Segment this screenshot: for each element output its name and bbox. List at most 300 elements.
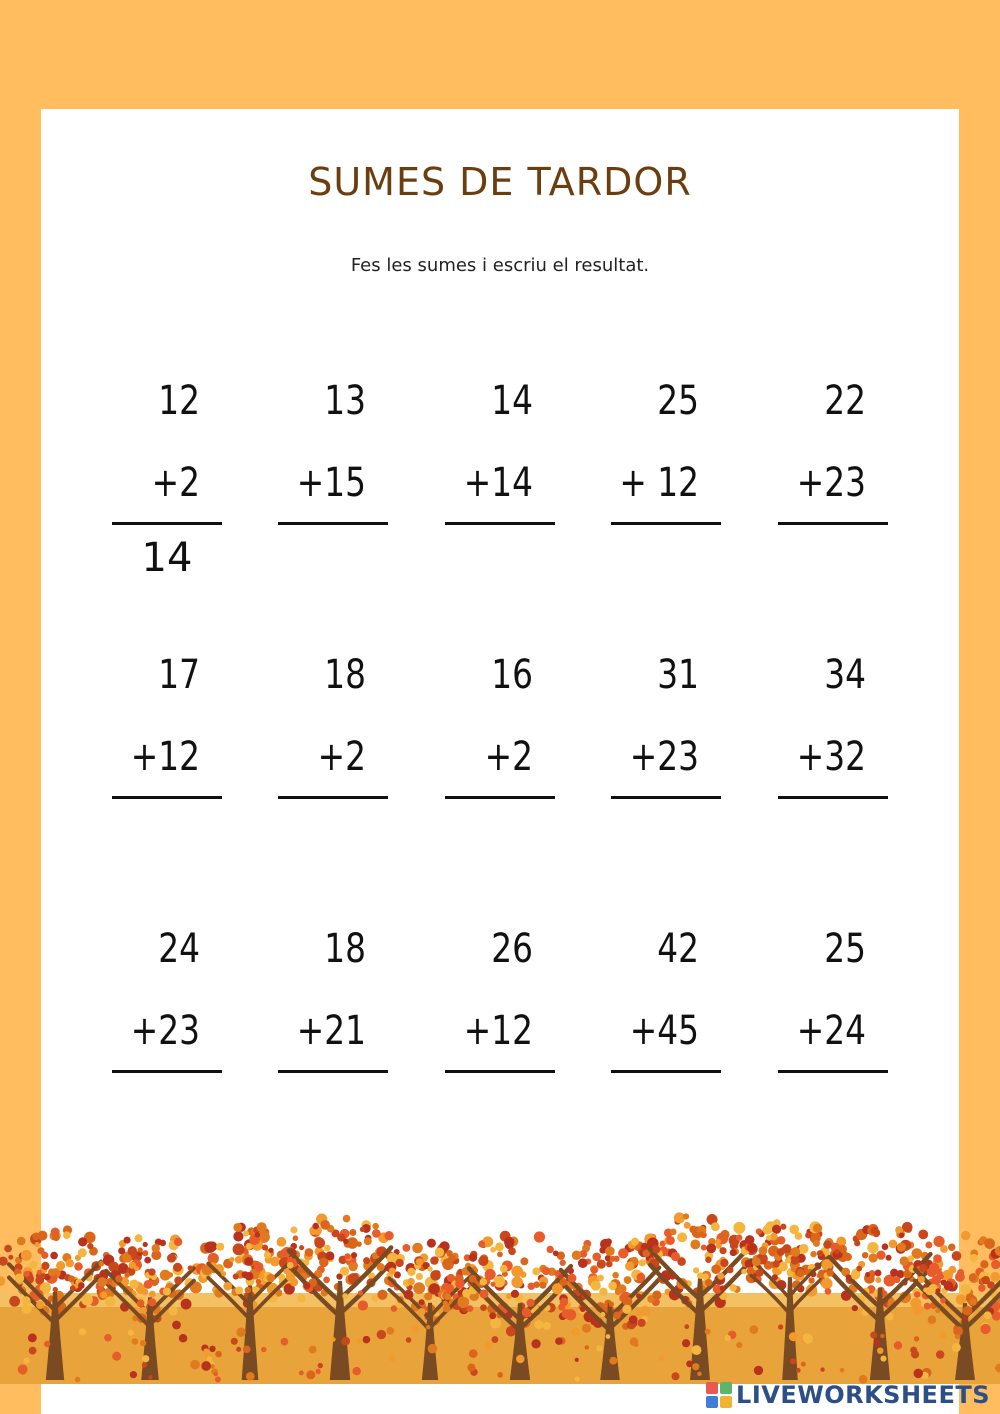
- leaf: [489, 1312, 496, 1319]
- leaf: [871, 1226, 879, 1234]
- problem-5: [778, 378, 890, 578]
- addend: +12: [463, 1008, 533, 1054]
- leaf: [808, 1277, 814, 1283]
- top-number: 12: [158, 378, 200, 424]
- leaf: [290, 1226, 297, 1233]
- leaf: [372, 1223, 379, 1230]
- addend: +32: [796, 734, 866, 780]
- leaf: [698, 1231, 704, 1237]
- leaf: [690, 1239, 700, 1249]
- ground-leaf: [789, 1332, 798, 1341]
- leaf: [952, 1251, 962, 1261]
- ground-leaf: [778, 1324, 783, 1329]
- leaf: [118, 1247, 125, 1254]
- ground-leaf: [24, 1358, 30, 1364]
- ground-leaf: [955, 1334, 961, 1340]
- leaf: [4, 1245, 12, 1253]
- problem-13: [445, 926, 557, 1126]
- ground-leaf: [939, 1332, 946, 1339]
- leaf: [875, 1277, 881, 1283]
- leaf: [407, 1268, 415, 1276]
- leaf: [637, 1273, 646, 1282]
- leaf: [963, 1316, 968, 1321]
- leaf: [797, 1269, 805, 1277]
- leaf: [705, 1257, 711, 1263]
- answer-input[interactable]: [112, 808, 222, 856]
- page-title: SUMES DE TARDOR: [308, 160, 692, 204]
- leaf: [913, 1305, 924, 1316]
- leaf: [78, 1248, 87, 1257]
- leaf: [124, 1272, 130, 1278]
- leaf: [149, 1291, 156, 1298]
- leaf: [37, 1270, 42, 1275]
- leaf: [243, 1231, 249, 1237]
- leaf: [597, 1275, 604, 1282]
- ground-leaf: [352, 1367, 361, 1376]
- ground-leaf: [331, 1337, 336, 1342]
- addend: + 12: [619, 460, 699, 506]
- leaf: [128, 1246, 138, 1256]
- leaf: [613, 1256, 619, 1262]
- leaf: [600, 1312, 605, 1317]
- ground-leaf: [914, 1336, 919, 1341]
- leaf: [173, 1263, 182, 1272]
- leaf: [0, 1276, 5, 1286]
- leaf: [56, 1261, 65, 1270]
- leaf: [490, 1318, 501, 1329]
- leaf: [497, 1251, 503, 1257]
- leaf: [48, 1268, 56, 1276]
- ground-leaf: [406, 1337, 412, 1343]
- leaf: [925, 1241, 932, 1248]
- leaf: [677, 1232, 687, 1242]
- leaf: [567, 1274, 576, 1283]
- top-number: 17: [158, 652, 200, 698]
- leaf: [235, 1256, 243, 1264]
- leaf: [720, 1285, 726, 1291]
- leaf: [558, 1274, 563, 1279]
- answer-input[interactable]: [611, 1082, 721, 1130]
- leaf: [706, 1243, 716, 1253]
- leaf: [70, 1285, 76, 1291]
- leaf: [233, 1243, 245, 1255]
- leaf: [342, 1293, 348, 1299]
- leaf: [612, 1272, 618, 1278]
- ground-leaf: [29, 1347, 37, 1355]
- leaf: [303, 1282, 310, 1289]
- leaf: [495, 1242, 504, 1251]
- addend: +45: [629, 1008, 699, 1054]
- leaf: [168, 1306, 177, 1315]
- ground-leaf: [596, 1345, 602, 1351]
- leaf: [697, 1272, 704, 1279]
- leaf: [980, 1324, 990, 1334]
- ground-leaf: [140, 1340, 146, 1346]
- leaf: [467, 1305, 474, 1312]
- top-number: 13: [324, 378, 366, 424]
- leaf: [277, 1237, 287, 1247]
- ground-leaf: [686, 1360, 693, 1367]
- ground-leaf: [820, 1367, 824, 1371]
- leaf: [297, 1294, 305, 1302]
- leaf: [148, 1268, 155, 1275]
- leaf: [347, 1237, 359, 1249]
- leaf: [223, 1282, 232, 1291]
- leaf: [827, 1269, 834, 1276]
- ground-leaf: [236, 1328, 245, 1337]
- leaf: [629, 1315, 638, 1324]
- leaf: [851, 1270, 860, 1279]
- leaf: [424, 1292, 432, 1300]
- leaf: [50, 1252, 58, 1260]
- leaf: [733, 1222, 745, 1234]
- leaf: [856, 1266, 862, 1272]
- leaf: [609, 1302, 614, 1307]
- leaf: [287, 1262, 294, 1269]
- leaf: [188, 1265, 193, 1270]
- leaf: [716, 1239, 721, 1244]
- leaf: [159, 1240, 166, 1247]
- problem-7: [278, 652, 390, 852]
- leaf: [684, 1222, 691, 1229]
- ground-leaf: [426, 1325, 430, 1329]
- sum-line: [112, 522, 222, 525]
- ground-leaf: [705, 1329, 711, 1335]
- leaf: [867, 1242, 878, 1253]
- leaf: [343, 1238, 349, 1244]
- leaf: [897, 1243, 906, 1252]
- leaf: [527, 1299, 535, 1307]
- leaf: [344, 1253, 350, 1259]
- leaf: [229, 1257, 234, 1262]
- problem-10: [778, 652, 890, 852]
- sum-line: [611, 796, 721, 799]
- top-number: 18: [324, 652, 366, 698]
- leaf: [372, 1229, 381, 1238]
- leaf: [174, 1238, 182, 1246]
- sum-line: [778, 522, 888, 525]
- sum-line: [611, 522, 721, 525]
- leaf: [720, 1259, 728, 1267]
- leaf: [384, 1231, 393, 1240]
- leaf: [701, 1245, 707, 1251]
- leaf: [741, 1269, 746, 1274]
- leaf: [448, 1254, 455, 1261]
- answer-input[interactable]: [778, 534, 888, 582]
- leaf: [990, 1272, 1000, 1282]
- leaf: [948, 1266, 956, 1274]
- ground-leaf: [130, 1371, 137, 1378]
- leaf: [245, 1243, 252, 1250]
- leaf: [759, 1246, 768, 1255]
- ground-leaf: [531, 1339, 540, 1348]
- leaf: [813, 1240, 820, 1247]
- ground-leaf: [585, 1345, 589, 1349]
- top-number: 34: [824, 652, 866, 698]
- leaf: [319, 1258, 329, 1268]
- leaf: [980, 1260, 988, 1268]
- ground-leaf: [215, 1376, 221, 1382]
- addend: +23: [130, 1008, 200, 1054]
- leaf: [8, 1255, 13, 1260]
- leaf: [490, 1282, 495, 1287]
- ground-leaf: [132, 1338, 138, 1344]
- leaf: [869, 1253, 878, 1262]
- ground-leaf: [411, 1324, 419, 1332]
- leaf: [653, 1246, 661, 1254]
- leaf: [290, 1278, 298, 1286]
- answer-input[interactable]: [278, 1082, 388, 1130]
- leaf: [324, 1245, 331, 1252]
- leaf: [605, 1246, 615, 1256]
- leaf: [669, 1273, 675, 1279]
- leaf: [233, 1223, 242, 1232]
- leaf: [233, 1273, 239, 1279]
- leaf: [66, 1259, 74, 1267]
- leaf: [430, 1270, 441, 1281]
- leaf: [41, 1252, 48, 1259]
- ground-leaf: [880, 1355, 886, 1361]
- ground-leaf: [682, 1339, 690, 1347]
- leaf: [813, 1224, 822, 1233]
- sum-line: [445, 1070, 555, 1073]
- answer-input[interactable]: [445, 1082, 555, 1130]
- leaf: [152, 1244, 160, 1252]
- ground-leaf: [363, 1336, 371, 1344]
- answer-input[interactable]: [112, 1082, 222, 1130]
- leaf: [608, 1281, 617, 1290]
- problem-9: [611, 652, 723, 852]
- answer-input[interactable]: [778, 1082, 888, 1130]
- leaf: [270, 1257, 280, 1267]
- ground-leaf: [754, 1366, 763, 1375]
- leaf: [854, 1240, 860, 1246]
- leaf: [134, 1234, 142, 1242]
- ground-leaf: [516, 1355, 524, 1363]
- leaf: [747, 1243, 757, 1253]
- sum-line: [112, 1070, 222, 1073]
- leaf: [914, 1291, 921, 1298]
- leaf: [567, 1268, 574, 1275]
- leaf: [636, 1293, 641, 1298]
- ground-leaf: [19, 1368, 26, 1375]
- ground-leaf: [179, 1334, 188, 1343]
- problem-15: [778, 926, 890, 1126]
- ground-leaf: [112, 1352, 121, 1361]
- ground-leaf: [148, 1375, 153, 1380]
- top-number: 25: [824, 926, 866, 972]
- ground-leaf: [894, 1341, 902, 1349]
- leaf: [87, 1243, 93, 1249]
- leaf: [886, 1255, 892, 1261]
- leaf: [371, 1295, 378, 1302]
- leaf: [142, 1250, 148, 1256]
- leaf: [940, 1298, 946, 1304]
- leaf: [791, 1267, 796, 1272]
- leaf: [823, 1240, 832, 1249]
- leaf: [756, 1269, 764, 1277]
- leaf: [597, 1260, 606, 1269]
- ground-leaf: [874, 1340, 881, 1347]
- ground-leaf: [914, 1369, 923, 1378]
- leaf: [918, 1276, 925, 1283]
- problem-1: [112, 378, 224, 578]
- leaf: [666, 1236, 675, 1245]
- ground-leaf: [28, 1333, 37, 1342]
- leaf: [22, 1296, 31, 1305]
- answer-input[interactable]: [611, 534, 721, 582]
- ground-leaf: [877, 1347, 883, 1353]
- problem-6: [112, 652, 224, 852]
- leaf: [259, 1274, 265, 1280]
- leaf: [245, 1272, 253, 1280]
- leaf: [957, 1269, 964, 1276]
- answer-input[interactable]: [278, 534, 388, 582]
- answer-input[interactable]: [278, 808, 388, 856]
- leaf: [782, 1244, 791, 1253]
- ground-leaf: [870, 1332, 877, 1339]
- ground-leaf: [128, 1330, 134, 1336]
- leaf: [805, 1232, 811, 1238]
- leaf: [444, 1293, 451, 1300]
- leaf: [572, 1250, 582, 1260]
- leaf: [547, 1246, 554, 1253]
- sum-line: [445, 522, 555, 525]
- leaf: [527, 1282, 535, 1290]
- leaf: [933, 1254, 942, 1263]
- leaf: [773, 1260, 780, 1267]
- leaf: [377, 1263, 385, 1271]
- leaf: [348, 1262, 357, 1271]
- sum-line: [445, 796, 555, 799]
- leaf: [772, 1225, 781, 1234]
- leaf: [38, 1231, 48, 1241]
- instruction-text: Fes les sumes i escriu el resultat.: [350, 255, 650, 276]
- ground-leaf: [172, 1321, 181, 1330]
- leaf: [235, 1286, 243, 1294]
- ground-leaf: [484, 1341, 492, 1349]
- autumn-trees-illustration: [0, 1175, 1000, 1384]
- leaf: [736, 1234, 743, 1241]
- top-number: 22: [824, 378, 866, 424]
- leaf: [720, 1230, 729, 1239]
- leaf: [670, 1228, 677, 1235]
- leaf: [140, 1307, 147, 1314]
- leaf: [358, 1290, 363, 1295]
- leaf: [520, 1257, 528, 1265]
- leaf: [935, 1288, 940, 1293]
- ground-leaf: [243, 1345, 251, 1353]
- leaf: [671, 1252, 680, 1261]
- leaf: [799, 1244, 809, 1254]
- leaf: [763, 1225, 773, 1235]
- leaf: [255, 1232, 260, 1237]
- liveworksheets-icon: [706, 1382, 732, 1408]
- leaf: [442, 1283, 449, 1290]
- leaf: [377, 1290, 387, 1300]
- problem-2: [278, 378, 390, 578]
- ground-leaf: [79, 1328, 86, 1335]
- leaf: [469, 1253, 477, 1261]
- leaf: [36, 1301, 44, 1309]
- leaf: [115, 1275, 122, 1282]
- top-number: 25: [657, 378, 699, 424]
- sum-line: [778, 1070, 888, 1073]
- leaf: [97, 1277, 107, 1287]
- leaf: [580, 1306, 586, 1312]
- leaf: [560, 1260, 566, 1266]
- liveworksheets-logo: [706, 1380, 990, 1410]
- answer-input[interactable]: [112, 534, 222, 582]
- leaf: [267, 1274, 276, 1283]
- ground-leaf: [801, 1362, 806, 1367]
- ground-leaf: [606, 1334, 611, 1339]
- leaf: [960, 1284, 971, 1295]
- answer-input[interactable]: [611, 808, 721, 856]
- leaf: [825, 1288, 832, 1295]
- leaf: [137, 1299, 145, 1307]
- ground-leaf: [386, 1327, 394, 1335]
- leaf: [865, 1272, 870, 1277]
- leaf: [254, 1262, 264, 1272]
- leaf: [606, 1261, 613, 1268]
- top-number: 16: [491, 652, 533, 698]
- leaf: [53, 1234, 60, 1241]
- leaf: [752, 1257, 761, 1266]
- leaf: [772, 1274, 778, 1280]
- ground-leaf: [692, 1363, 699, 1370]
- leaf: [565, 1309, 576, 1320]
- answer-input[interactable]: [445, 808, 555, 856]
- leaf: [939, 1274, 944, 1279]
- top-number: 24: [158, 926, 200, 972]
- leaf: [693, 1267, 699, 1273]
- leaf: [615, 1289, 622, 1296]
- answer-input[interactable]: [778, 808, 888, 856]
- ground-leaf: [104, 1334, 112, 1342]
- leaf: [542, 1267, 550, 1275]
- ground-leaf: [574, 1376, 579, 1381]
- ground-leaf: [750, 1325, 759, 1334]
- leaf: [882, 1243, 889, 1250]
- leaf: [323, 1277, 330, 1284]
- leaf: [948, 1244, 955, 1251]
- leaf: [618, 1248, 628, 1258]
- leaf: [591, 1281, 601, 1291]
- leaf: [462, 1289, 471, 1298]
- leaf: [944, 1281, 954, 1291]
- leaf: [63, 1231, 71, 1239]
- leaf: [207, 1241, 217, 1251]
- leaf: [435, 1247, 444, 1256]
- leaf: [299, 1245, 304, 1250]
- ground-leaf: [281, 1338, 289, 1346]
- addend: +14: [463, 460, 533, 506]
- ground-leaf: [215, 1351, 222, 1358]
- addend: +24: [796, 1008, 866, 1054]
- addend: +23: [629, 734, 699, 780]
- leaf: [689, 1226, 697, 1234]
- answer-input[interactable]: [445, 534, 555, 582]
- leaf: [493, 1276, 505, 1288]
- leaf: [478, 1256, 488, 1266]
- leaf: [625, 1262, 634, 1271]
- leaf: [683, 1213, 689, 1219]
- leaf: [522, 1308, 531, 1317]
- sum-line: [611, 1070, 721, 1073]
- leaf: [511, 1290, 519, 1298]
- ground-leaf: [207, 1356, 212, 1361]
